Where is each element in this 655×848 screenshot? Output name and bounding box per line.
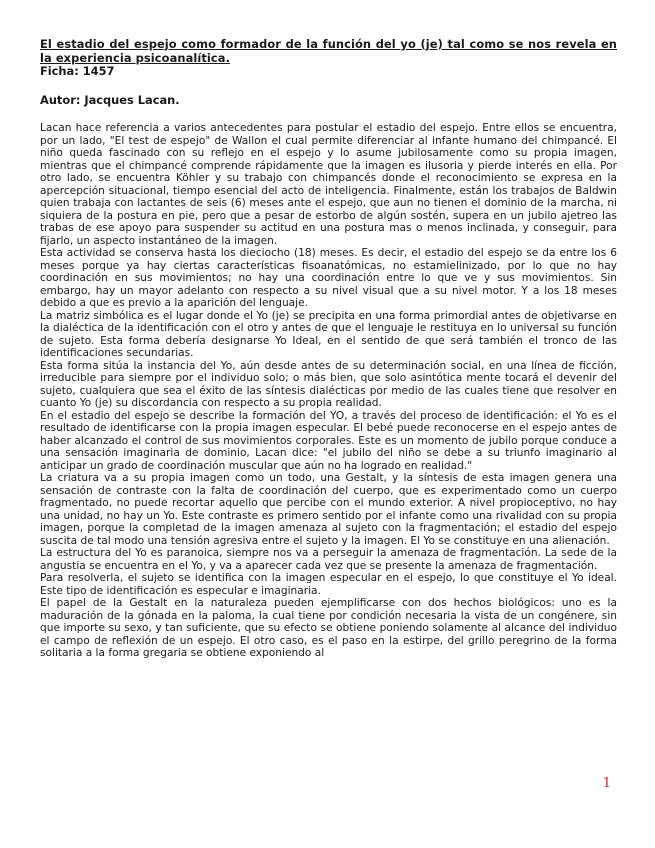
paragraph: La criatura va a su propia imagen como un todo, una Gestalt, y la síntesis de esta imagen genera una sensación de contraste con la falta de coordinación del cuerpo, que es experimentado como un cuerpo fragmentado, no puede recortar aquello que percibe con el mundo exterior. A nivel propioceptivo, no hay una unidad, no hay un Yo. Este contraste es primero sentido por el infante como una rivalidad con su propia imagen, porque la completad de la imagen amenaza al sujeto con la fragmentación; el estadio del espejo suscita de tal modo una tensión agresiva entre el sujeto y la imagen. El Yo se constituye en una alienación. [40,472,617,547]
paragraph: La matriz simbólica es el lugar donde el Yo (je) se precipita en una forma primordial antes de objetivarse en la dialéctica de la identificación con el otro y antes de que el lenguaje le restituya en lo universal su función de sujeto. Esta forma debería designarse Yo Ideal, en el sentido de que será también el tronco de las identificaciones secundarias. [40,309,617,360]
ficha-number: Ficha: 1457 [40,64,115,79]
paragraph: Para resolverla, el sujeto se identifica con la imagen especular en el espejo, lo que constituye el Yo ideal. Este tipo de identificación es especular e imaginaria. [40,572,617,597]
paragraph: Esta actividad se conserva hasta los dieciocho (18) meses. Es decir, el estadio del espejo se da entre los 6 meses porque ya hay ciertas características fisoanatómicas, no estamielinizado, por lo que no hay coordinación en sus movimientos; no hay una coordinación entre lo que ve y sus movimientos. Sin embargo, hay un mayor adelanto con respecto a su nivel visual que a su nivel motor. Y a los 18 meses debido a que es previo a la aparición del lenguaje. [40,247,617,310]
body-text [40,122,617,660]
author-line: Autor: Jacques Lacan. [40,92,180,107]
paragraph: La estructura del Yo es paranoica, siempre nos va a perseguir la amenaza de fragmentación. La sede de la angustia se encuentra en el Yo, y va a aparecer cada vez que se presente la amenaza de fragmentación. [40,547,617,572]
paragraph: El papel de la Gestalt en la naturaleza pueden ejemplificarse con dos hechos biológicos: uno es la maduración de la gónada en la paloma, la cual tiene por condición necesaria la vista de un congénere, sin que importe su sexo, y tan suficiente, que su efecto se obtiene poniendo solamente al alcance del individuo el campo de reflexión de un espejo. El otro caso, es el paso en la estirpe, del grillo peregrino de la forma solitaria a la forma gregaria se obtiene exponiendo al [40,597,617,660]
document-title: El estadio del espejo como formador de la función del yo (je) tal como se nos revela en la experiencia psicoanalítica. [40,37,617,65]
page-number: 1 [602,776,611,791]
paragraph: Esta forma sitúa la instancia del Yo, aún desde antes de su determinación social, en una línea de ficción, irreducible para siempre por el individuo solo; o más bien, que solo asintótica mente tocará el devenir del sujeto, cualquiera que sea el éxito de las síntesis dialécticas por medio de las cuales tiene que resolver en cuanto Yo (je) su discordancia con respecto a su propia realidad. [40,359,617,410]
paragraph: En el estadio del espejo se describe la formación del YO, a través del proceso de identificación: el Yo es el resultado de identificarse con la propia imagen especular. El bebé puede reconocerse en el espejo antes de haber alcanzado el control de sus movimientos corporales. Este es un momento de jubilo porque conduce a una sensación imaginaria de dominio, Lacan dice: "el jubilo del niño se debe a su triunfo imaginario al anticipar un grado de coordinación muscular que aún no ha logrado en realidad." [40,409,617,472]
paragraph: Lacan hace referencia a varios antecedentes para postular el estadio del espejo. Entre ellos se encuentra, por un lado, "El test de espejo" de Wallon el cual permite diferenciar al infante humano del chimpancé. El niño queda fascinado con su reflejo en el espejo y lo asume jubilosamente como su propia imagen, mientras que el chimpancé comprende rápidamente que la imagen es ilusoria y pierde interés en ella. Por otro lado, se encuentra Köhler y su trabajo con chimpancés donde el reconocimiento se expresa en la apercepción situacional, tiempo esencial del acto de inteligencia. Finalmente, están los trabajos de Baldwin quien trabaja con lactantes de seis (6) meses ante el espejo, que aun no tienen el dominio de la marcha, ni siquiera de la postura en pie, pero que a pesar de estorbo de algún sostén, supera en un jubilo ajetreo las trabas de ese apoyo para suspender su actitud en una postura mas o menos inclinada, y conseguir, para fijarlo, un aspecto instantáneo de la imagen. [40,122,617,247]
